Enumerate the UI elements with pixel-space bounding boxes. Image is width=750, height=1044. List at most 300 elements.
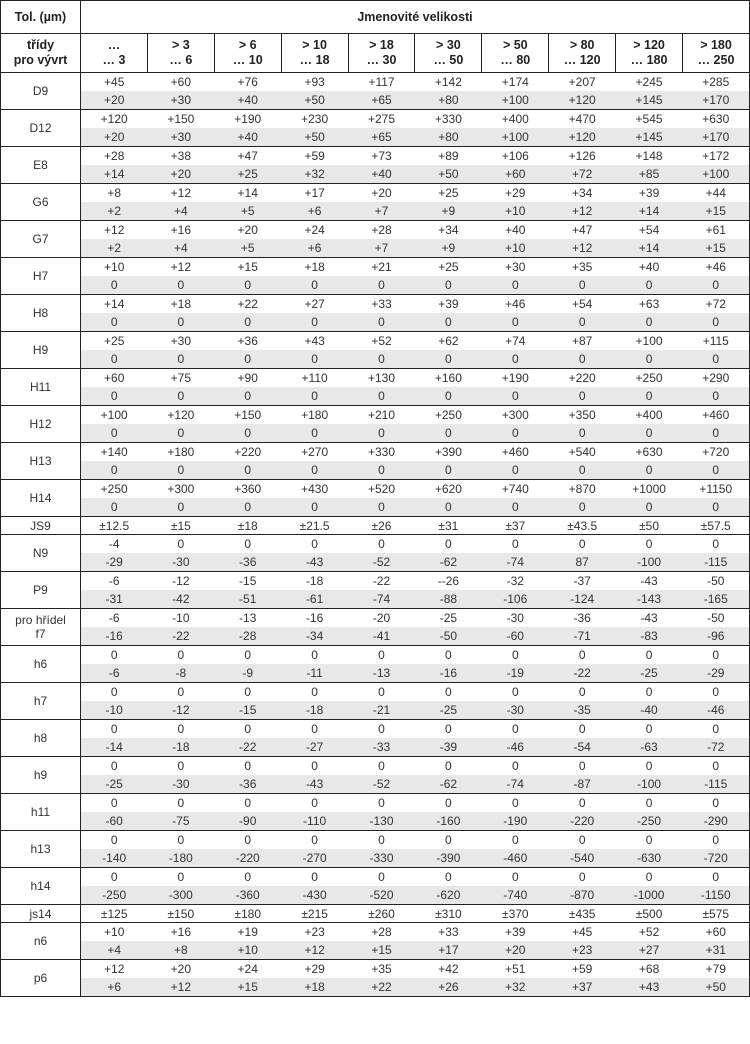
table-row: [1, 572, 750, 591]
upper-deviation-cell: +120: [147, 406, 214, 425]
upper-deviation-cell: 0: [281, 757, 348, 776]
lower-deviation-cell: -30: [147, 775, 214, 794]
upper-deviation-cell: 0: [482, 794, 549, 813]
lower-deviation-cell: -360: [214, 886, 281, 905]
lower-deviation-cell: +6: [281, 202, 348, 221]
table-row: [1, 295, 750, 314]
lower-deviation-cell: +10: [214, 941, 281, 960]
upper-deviation-cell: 0: [214, 646, 281, 665]
upper-deviation-cell: +250: [81, 480, 148, 499]
tolerance-class-label: [1, 646, 81, 683]
upper-deviation-cell: 0: [281, 720, 348, 739]
lower-deviation-cell: -1150: [683, 886, 750, 905]
lower-deviation-cell: -33: [348, 738, 415, 757]
lower-deviation-cell: -22: [147, 627, 214, 646]
upper-deviation-cell: +148: [616, 147, 683, 166]
lower-deviation-cell: -106: [482, 590, 549, 609]
upper-deviation-cell: +740: [482, 480, 549, 499]
lower-deviation-cell: +25: [214, 165, 281, 184]
upper-deviation-cell: +21: [348, 258, 415, 277]
upper-deviation-cell: -16: [281, 609, 348, 628]
upper-deviation-cell: +150: [214, 406, 281, 425]
upper-deviation-cell: 0: [147, 868, 214, 887]
tolerance-class-label: [1, 905, 81, 923]
upper-deviation-cell: 0: [81, 794, 148, 813]
lower-deviation-cell: 0: [147, 498, 214, 517]
lower-deviation-cell: -40: [616, 701, 683, 720]
upper-deviation-cell: +30: [482, 258, 549, 277]
tolerance-class-label-line: js14: [29, 906, 52, 921]
lower-deviation-cell: +2: [81, 202, 148, 221]
upper-deviation-cell: 0: [147, 720, 214, 739]
upper-deviation-cell: +620: [415, 480, 482, 499]
lower-deviation-cell: 0: [81, 498, 148, 517]
upper-deviation-cell: +27: [281, 295, 348, 314]
upper-deviation-cell: 0: [214, 868, 281, 887]
upper-deviation-cell: +43: [281, 332, 348, 351]
lower-deviation-cell: 0: [214, 461, 281, 480]
lower-deviation-cell: -62: [415, 775, 482, 794]
upper-deviation-cell: +76: [214, 73, 281, 92]
lower-deviation-cell: 0: [214, 350, 281, 369]
upper-deviation-cell: +100: [616, 332, 683, 351]
upper-deviation-cell: +25: [415, 258, 482, 277]
tolerance-class-label: [1, 720, 81, 757]
tolerance-class-label: [1, 794, 81, 831]
table-row: [1, 387, 750, 406]
upper-deviation-cell: 0: [281, 868, 348, 887]
upper-deviation-cell: 0: [214, 683, 281, 702]
upper-deviation-cell: ±435: [549, 905, 616, 923]
upper-deviation-cell: +180: [281, 406, 348, 425]
upper-deviation-cell: ±260: [348, 905, 415, 923]
upper-deviation-cell: 0: [415, 720, 482, 739]
lower-deviation-cell: +12: [281, 941, 348, 960]
lower-deviation-cell: 0: [415, 276, 482, 295]
lower-deviation-cell: -30: [147, 553, 214, 572]
range-lower: > 6: [238, 38, 257, 52]
lower-deviation-cell: +100: [482, 128, 549, 147]
upper-deviation-cell: 0: [549, 646, 616, 665]
upper-deviation-cell: +174: [482, 73, 549, 92]
lower-deviation-cell: 0: [482, 498, 549, 517]
tolerance-class-label-line: h6: [33, 657, 48, 671]
lower-deviation-cell: -9: [214, 664, 281, 683]
lower-deviation-cell: +32: [281, 165, 348, 184]
upper-deviation-cell: +25: [81, 332, 148, 351]
upper-deviation-cell: 0: [415, 535, 482, 554]
upper-deviation-cell: +20: [214, 221, 281, 240]
lower-deviation-cell: 0: [348, 350, 415, 369]
lower-deviation-cell: -115: [683, 775, 750, 794]
tolerance-class-label-line: E8: [33, 158, 48, 172]
upper-deviation-cell: +400: [482, 110, 549, 129]
lower-deviation-cell: 0: [482, 387, 549, 406]
lower-deviation-cell: +80: [415, 128, 482, 147]
lower-deviation-cell: -11: [281, 664, 348, 683]
upper-deviation-cell: +47: [549, 221, 616, 240]
lower-deviation-cell: 0: [415, 498, 482, 517]
lower-deviation-cell: -96: [683, 627, 750, 646]
upper-deviation-cell: 0: [81, 646, 148, 665]
lower-deviation-cell: -35: [549, 701, 616, 720]
lower-deviation-cell: 0: [147, 313, 214, 332]
upper-deviation-cell: +220: [549, 369, 616, 388]
upper-deviation-cell: 0: [81, 831, 148, 850]
lower-deviation-cell: +12: [147, 978, 214, 997]
tolerance-class-label-line: f7: [35, 627, 46, 641]
upper-deviation-cell: -13: [214, 609, 281, 628]
upper-deviation-cell: 0: [348, 720, 415, 739]
upper-deviation-cell: +45: [81, 73, 148, 92]
lower-deviation-cell: +10: [482, 239, 549, 258]
tolerance-class-label-line: pro hřídel: [15, 613, 66, 627]
upper-deviation-cell: +40: [482, 221, 549, 240]
upper-deviation-cell: +10: [81, 258, 148, 277]
lower-deviation-cell: -16: [81, 627, 148, 646]
upper-deviation-cell: +45: [549, 923, 616, 942]
lower-deviation-cell: +170: [683, 91, 750, 110]
upper-deviation-cell: +245: [616, 73, 683, 92]
upper-deviation-cell: +42: [415, 960, 482, 979]
lower-deviation-cell: 0: [616, 350, 683, 369]
lower-deviation-cell: +30: [147, 91, 214, 110]
lower-deviation-cell: 0: [482, 424, 549, 443]
lower-deviation-cell: -143: [616, 590, 683, 609]
table-row: [1, 313, 750, 332]
tolerance-class-label: [1, 332, 81, 369]
upper-deviation-cell: +8: [81, 184, 148, 203]
table-row: [1, 128, 750, 147]
upper-deviation-cell: +75: [147, 369, 214, 388]
upper-deviation-cell: +20: [348, 184, 415, 203]
upper-deviation-cell: 0: [214, 794, 281, 813]
lower-deviation-cell: +9: [415, 239, 482, 258]
upper-deviation-cell: --26: [415, 572, 482, 591]
range-header: [348, 34, 415, 73]
upper-deviation-cell: +60: [81, 369, 148, 388]
tolerance-class-label-line: h8: [33, 731, 48, 745]
tolerance-class-label-line: JS9: [30, 518, 51, 533]
upper-deviation-cell: ±125: [81, 905, 148, 923]
lower-deviation-cell: 0: [214, 424, 281, 443]
upper-deviation-cell: +207: [549, 73, 616, 92]
lower-deviation-cell: +145: [616, 91, 683, 110]
upper-deviation-cell: 0: [549, 535, 616, 554]
range-header: [683, 34, 750, 73]
upper-deviation-cell: +59: [281, 147, 348, 166]
lower-deviation-cell: +40: [214, 128, 281, 147]
upper-deviation-cell: +28: [348, 221, 415, 240]
range-upper: … 6: [169, 53, 193, 67]
range-header: [214, 34, 281, 73]
lower-deviation-cell: +50: [281, 91, 348, 110]
upper-deviation-cell: +44: [683, 184, 750, 203]
lower-deviation-cell: 0: [482, 461, 549, 480]
lower-deviation-cell: 0: [683, 461, 750, 480]
tolerance-class-label-line: H8: [32, 306, 49, 320]
lower-deviation-cell: +8: [147, 941, 214, 960]
upper-deviation-cell: +230: [281, 110, 348, 129]
upper-deviation-cell: +20: [147, 960, 214, 979]
lower-deviation-cell: -6: [81, 664, 148, 683]
lower-deviation-cell: +37: [549, 978, 616, 997]
lower-deviation-cell: -51: [214, 590, 281, 609]
table-row: [1, 147, 750, 166]
lower-deviation-cell: 0: [147, 387, 214, 406]
lower-deviation-cell: +6: [81, 978, 148, 997]
upper-deviation-cell: +460: [482, 443, 549, 462]
lower-deviation-cell: -87: [549, 775, 616, 794]
lower-deviation-cell: 0: [415, 461, 482, 480]
upper-deviation-cell: -22: [348, 572, 415, 591]
table-row: [1, 406, 750, 425]
upper-deviation-cell: 0: [214, 535, 281, 554]
upper-deviation-cell: +110: [281, 369, 348, 388]
lower-deviation-cell: +15: [214, 978, 281, 997]
tolerance-class-label: [1, 831, 81, 868]
lower-deviation-cell: +80: [415, 91, 482, 110]
lower-deviation-cell: 0: [616, 461, 683, 480]
lower-deviation-cell: -124: [549, 590, 616, 609]
lower-deviation-cell: 0: [549, 424, 616, 443]
lower-deviation-cell: -34: [281, 627, 348, 646]
upper-deviation-cell: 0: [281, 683, 348, 702]
lower-deviation-cell: 0: [549, 498, 616, 517]
lower-deviation-cell: 0: [415, 387, 482, 406]
table-row: [1, 868, 750, 887]
upper-deviation-cell: 0: [683, 794, 750, 813]
range-upper: … 10: [232, 53, 263, 67]
lower-deviation-cell: +31: [683, 941, 750, 960]
lower-deviation-cell: -14: [81, 738, 148, 757]
range-lower: > 18: [369, 38, 394, 52]
upper-deviation-cell: 0: [281, 794, 348, 813]
tolerance-class-label-line: H14: [29, 491, 52, 505]
lower-deviation-cell: +17: [415, 941, 482, 960]
table-row: [1, 202, 750, 221]
tolerance-class-label-line: p6: [33, 971, 48, 985]
lower-deviation-cell: 0: [616, 387, 683, 406]
lower-deviation-cell: -220: [214, 849, 281, 868]
upper-deviation-cell: 0: [147, 831, 214, 850]
tolerance-class-label: [1, 609, 81, 646]
tolerance-class-label: [1, 221, 81, 258]
lower-deviation-cell: +2: [81, 239, 148, 258]
tolerance-class-label: [1, 110, 81, 147]
lower-deviation-cell: -71: [549, 627, 616, 646]
tolerance-class-label-line: H11: [29, 380, 52, 394]
upper-deviation-cell: +430: [281, 480, 348, 499]
lower-deviation-cell: -72: [683, 738, 750, 757]
upper-deviation-cell: -43: [616, 609, 683, 628]
upper-deviation-cell: 0: [616, 683, 683, 702]
lower-deviation-cell: +15: [683, 239, 750, 258]
upper-deviation-cell: +1150: [683, 480, 750, 499]
tolerance-class-label: [1, 757, 81, 794]
lower-deviation-cell: -290: [683, 812, 750, 831]
upper-deviation-cell: ±150: [147, 905, 214, 923]
upper-deviation-cell: -6: [81, 572, 148, 591]
upper-deviation-cell: 0: [415, 831, 482, 850]
upper-deviation-cell: +29: [281, 960, 348, 979]
range-lower: > 80: [569, 38, 595, 52]
lower-deviation-cell: +26: [415, 978, 482, 997]
lower-deviation-cell: +6: [281, 239, 348, 258]
upper-deviation-cell: +28: [81, 147, 148, 166]
lower-deviation-cell: +20: [81, 91, 148, 110]
upper-deviation-cell: +117: [348, 73, 415, 92]
tolerance-class-label-line: D12: [29, 121, 52, 135]
lower-deviation-cell: +50: [683, 978, 750, 997]
tolerance-class-label: [1, 443, 81, 480]
upper-deviation-cell: +115: [683, 332, 750, 351]
upper-deviation-cell: +390: [415, 443, 482, 462]
lower-deviation-cell: 0: [683, 424, 750, 443]
lower-deviation-cell: +4: [147, 202, 214, 221]
upper-deviation-cell: +59: [549, 960, 616, 979]
lower-deviation-cell: -50: [415, 627, 482, 646]
upper-deviation-cell: 0: [683, 535, 750, 554]
range-header: [549, 34, 616, 73]
lower-deviation-cell: +22: [348, 978, 415, 997]
upper-deviation-cell: 0: [147, 535, 214, 554]
lower-deviation-cell: +85: [616, 165, 683, 184]
table-row: [1, 720, 750, 739]
upper-deviation-cell: +275: [348, 110, 415, 129]
upper-deviation-cell: 0: [683, 757, 750, 776]
lower-deviation-cell: -75: [147, 812, 214, 831]
lower-deviation-cell: +40: [214, 91, 281, 110]
tolerance-class-label: [1, 923, 81, 960]
lower-deviation-cell: -36: [214, 775, 281, 794]
lower-deviation-cell: 0: [415, 424, 482, 443]
upper-deviation-cell: +14: [81, 295, 148, 314]
tolerance-class-label-line: h13: [30, 842, 51, 856]
upper-deviation-cell: -4: [81, 535, 148, 554]
lower-deviation-cell: -110: [281, 812, 348, 831]
upper-deviation-cell: +16: [147, 923, 214, 942]
lower-deviation-cell: +32: [482, 978, 549, 997]
upper-deviation-cell: +52: [348, 332, 415, 351]
tolerance-class-label: [1, 572, 81, 609]
tolerance-class-label-line: n6: [33, 934, 48, 948]
upper-deviation-cell: +24: [281, 221, 348, 240]
upper-deviation-cell: +460: [683, 406, 750, 425]
lower-deviation-cell: -16: [415, 664, 482, 683]
upper-deviation-cell: +12: [81, 960, 148, 979]
upper-deviation-cell: -10: [147, 609, 214, 628]
upper-deviation-cell: 0: [616, 757, 683, 776]
lower-deviation-cell: 0: [281, 424, 348, 443]
lower-deviation-cell: -61: [281, 590, 348, 609]
lower-deviation-cell: +14: [81, 165, 148, 184]
lower-deviation-cell: 0: [549, 387, 616, 406]
tolerance-class-label: [1, 147, 81, 184]
upper-deviation-cell: 0: [482, 868, 549, 887]
upper-deviation-cell: +180: [147, 443, 214, 462]
lower-deviation-cell: 0: [482, 350, 549, 369]
lower-deviation-cell: 0: [616, 424, 683, 443]
lower-deviation-cell: -430: [281, 886, 348, 905]
lower-deviation-cell: -43: [281, 553, 348, 572]
table-row: [1, 794, 750, 813]
table-body: [1, 73, 750, 997]
upper-deviation-cell: +630: [616, 443, 683, 462]
upper-deviation-cell: +36: [214, 332, 281, 351]
lower-deviation-cell: 0: [348, 387, 415, 406]
table-row: [1, 184, 750, 203]
upper-deviation-cell: ±310: [415, 905, 482, 923]
upper-deviation-cell: +19: [214, 923, 281, 942]
upper-deviation-cell: +540: [549, 443, 616, 462]
upper-deviation-cell: +33: [415, 923, 482, 942]
table-row: [1, 590, 750, 609]
upper-deviation-cell: +360: [214, 480, 281, 499]
lower-deviation-cell: 0: [683, 350, 750, 369]
upper-deviation-cell: ±43.5: [549, 517, 616, 535]
lower-deviation-cell: -180: [147, 849, 214, 868]
lower-deviation-cell: +9: [415, 202, 482, 221]
table-row: [1, 369, 750, 388]
upper-deviation-cell: +46: [482, 295, 549, 314]
lower-deviation-cell: -54: [549, 738, 616, 757]
table-row: [1, 609, 750, 628]
lower-deviation-cell: +120: [549, 128, 616, 147]
upper-deviation-cell: +870: [549, 480, 616, 499]
lower-deviation-cell: 0: [214, 498, 281, 517]
upper-deviation-cell: +300: [482, 406, 549, 425]
range-upper: … 18: [299, 53, 330, 67]
upper-deviation-cell: 0: [683, 831, 750, 850]
upper-deviation-cell: +90: [214, 369, 281, 388]
lower-deviation-cell: -29: [683, 664, 750, 683]
upper-deviation-cell: +93: [281, 73, 348, 92]
lower-deviation-cell: 0: [616, 313, 683, 332]
upper-deviation-cell: ±21.5: [281, 517, 348, 535]
upper-deviation-cell: +54: [616, 221, 683, 240]
table-row: [1, 905, 750, 923]
lower-deviation-cell: -270: [281, 849, 348, 868]
lower-deviation-cell: -250: [616, 812, 683, 831]
upper-deviation-cell: 0: [214, 831, 281, 850]
range-upper: … 3: [102, 53, 126, 67]
lower-deviation-cell: 0: [683, 498, 750, 517]
upper-deviation-cell: 0: [415, 794, 482, 813]
table-row: [1, 165, 750, 184]
lower-deviation-cell: -390: [415, 849, 482, 868]
lower-deviation-cell: +65: [348, 91, 415, 110]
lower-deviation-cell: -74: [482, 775, 549, 794]
upper-deviation-cell: 0: [482, 646, 549, 665]
upper-deviation-cell: 0: [616, 831, 683, 850]
upper-deviation-cell: -30: [482, 609, 549, 628]
lower-deviation-cell: 0: [415, 350, 482, 369]
lower-deviation-cell: -740: [482, 886, 549, 905]
table-row: [1, 517, 750, 535]
upper-deviation-cell: +18: [281, 258, 348, 277]
upper-deviation-cell: +220: [214, 443, 281, 462]
upper-deviation-cell: 0: [482, 683, 549, 702]
upper-deviation-cell: -37: [549, 572, 616, 591]
upper-deviation-cell: 0: [348, 683, 415, 702]
upper-deviation-cell: +130: [348, 369, 415, 388]
upper-deviation-cell: 0: [81, 757, 148, 776]
lower-deviation-cell: -90: [214, 812, 281, 831]
tolerance-class-label-line: h9: [33, 768, 48, 782]
lower-deviation-cell: +60: [482, 165, 549, 184]
lower-deviation-cell: -60: [81, 812, 148, 831]
